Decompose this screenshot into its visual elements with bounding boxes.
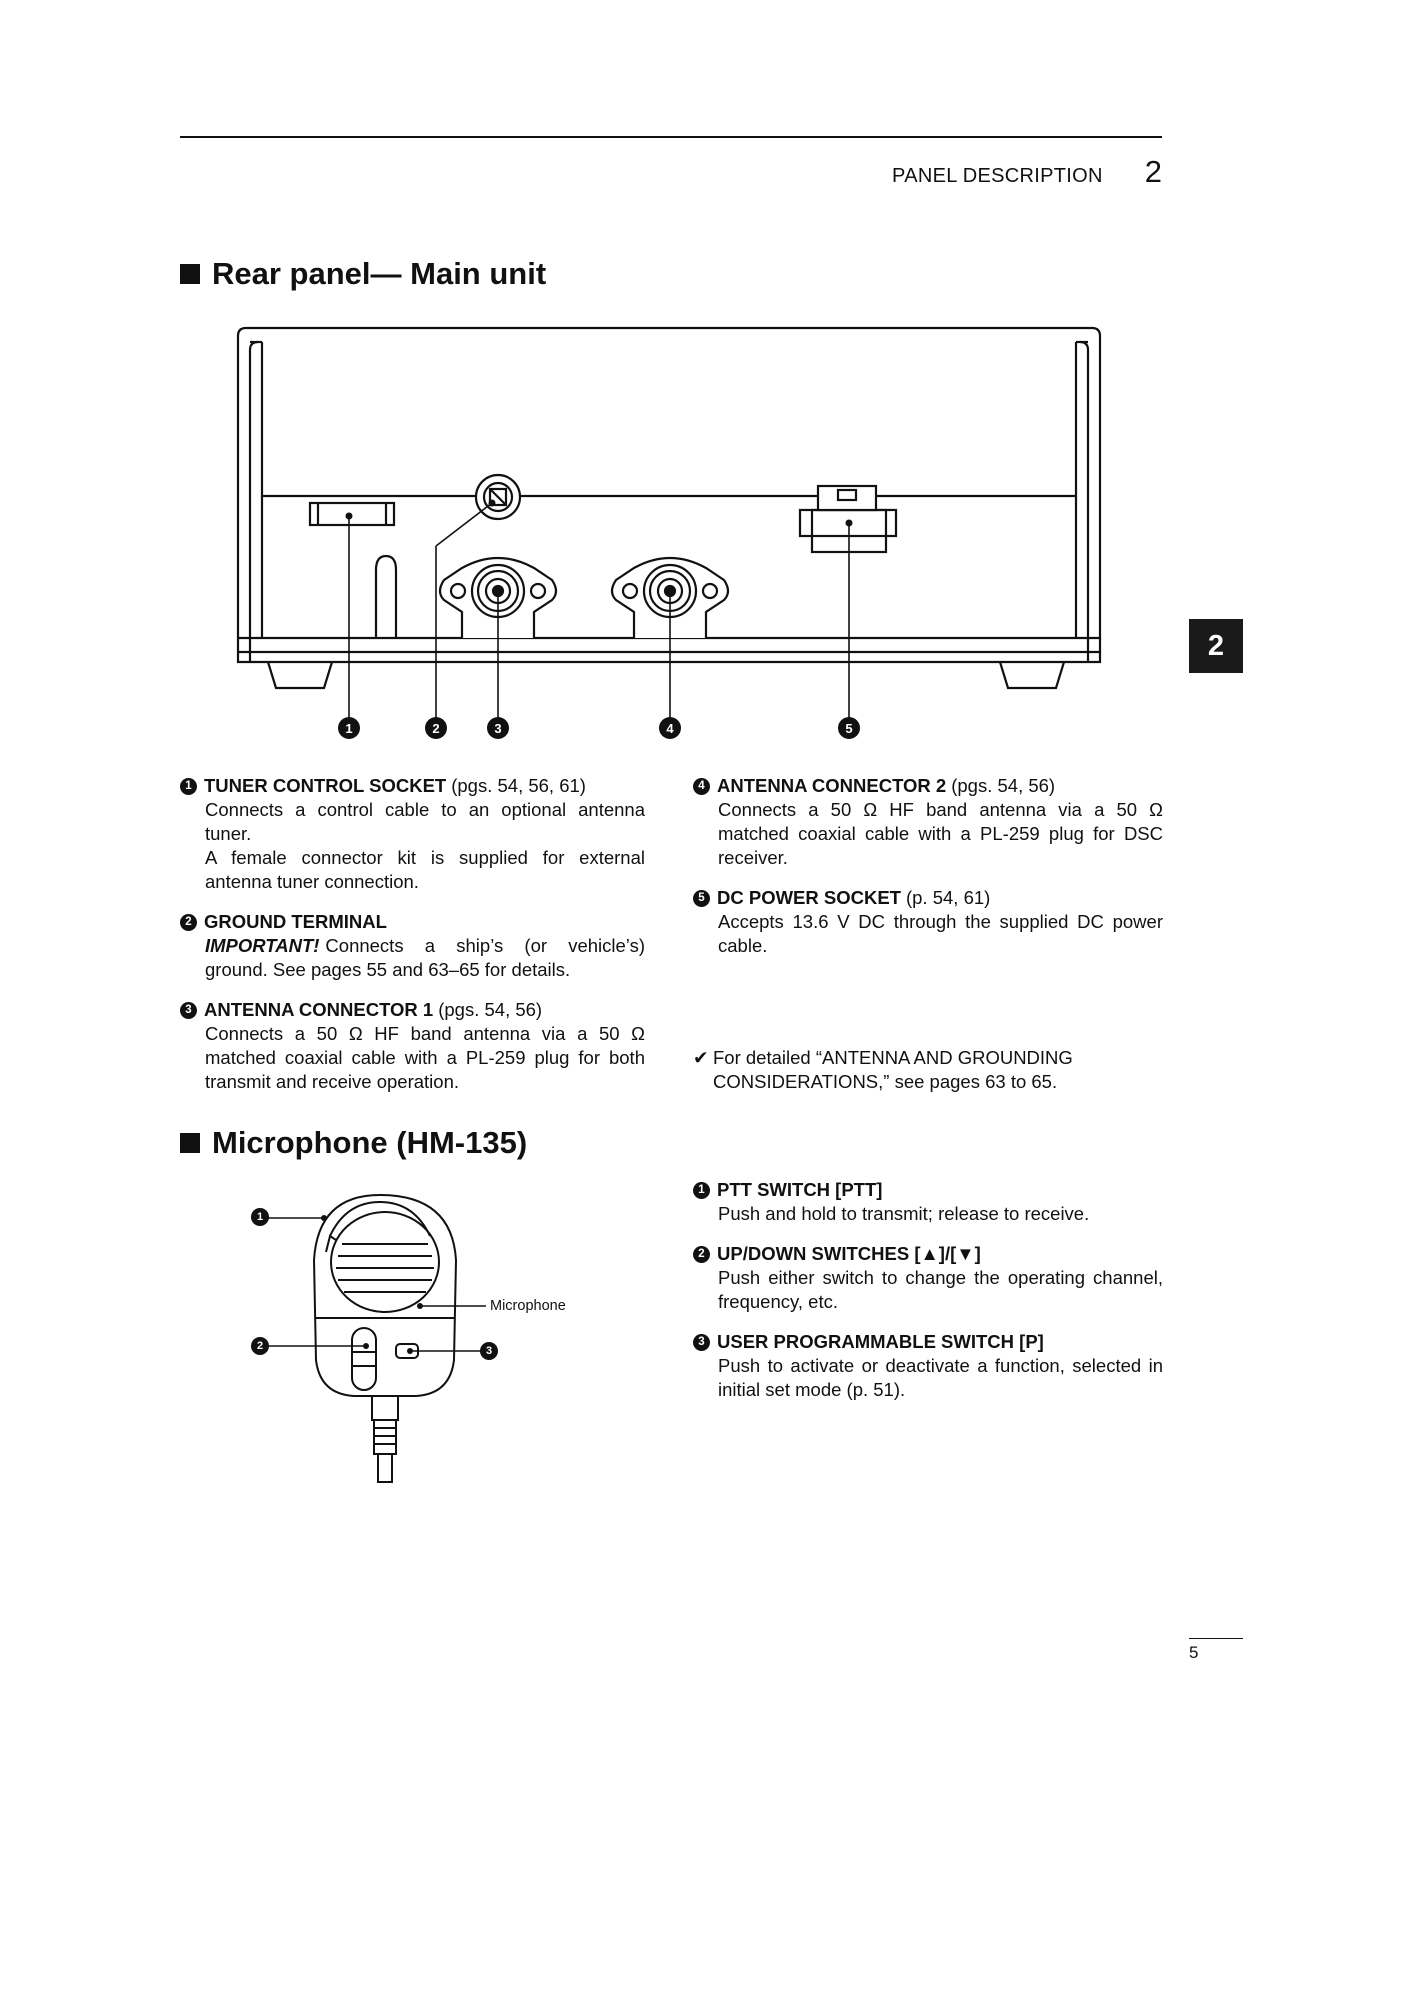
item-badge: 2 <box>180 914 197 931</box>
mic-callout-3: 3 <box>480 1342 498 1360</box>
rear-callout-2: 2 <box>425 717 447 739</box>
rear-callout-3: 3 <box>487 717 509 739</box>
item-desc-line: Connects a ship’s (or vehicle’s) ground. See pages 55 and 63–65 for details. <box>205 935 645 980</box>
rear-callout-4: 4 <box>659 717 681 739</box>
mic-item-3 <box>693 1330 1163 1402</box>
item-badge: 2 <box>693 1246 710 1263</box>
mic-callout-2: 2 <box>251 1337 269 1355</box>
item-badge: 1 <box>180 778 197 795</box>
item-title: USER PROGRAMMABLE SWITCH [P] <box>717 1331 1044 1352</box>
running-head-section: PANEL DESCRIPTION <box>892 165 1103 187</box>
mic-callout-1: 1 <box>251 1208 269 1226</box>
rear-panel-title: Rear panel— Main unit <box>212 256 547 291</box>
item-badge: 5 <box>693 890 710 907</box>
item-badge: 3 <box>180 1002 197 1019</box>
item-desc-line: Push and hold to transmit; release to receive. <box>718 1203 1090 1224</box>
item-desc-line: Accepts 13.6 V DC through the supplied DC power cable. <box>718 911 1163 956</box>
rear-callout-1: 1 <box>338 717 360 739</box>
item-title: UP/DOWN SWITCHES [▲]/[▼] <box>717 1243 981 1264</box>
item-pages: (pgs. 54, 56, 61) <box>451 775 586 796</box>
footer-rule <box>1189 1638 1243 1639</box>
microphone-label: Microphone <box>490 1298 566 1314</box>
item-desc-line: Connects a 50 Ω HF band antenna via a 50 Ω matched coaxial cable with a PL-259 plug for DSC receiver. <box>718 799 1163 868</box>
item-title: GROUND TERMINAL <box>204 911 387 932</box>
page-number: 5 <box>1189 1643 1199 1662</box>
item-desc-line: Connects a 50 Ω HF band antenna via a 50 Ω matched coaxial cable with a PL-259 plug for both transmit and receive operation. <box>205 1023 645 1092</box>
check-mark-icon: ✔ <box>693 1047 709 1068</box>
item-desc-line: Push either switch to change the operating channel, frequency, etc. <box>718 1267 1163 1312</box>
item-title: ANTENNA CONNECTOR 2 <box>717 775 947 796</box>
item-badge: 1 <box>693 1182 710 1199</box>
item-desc-line: A female connector kit is supplied for external antenna tuner connection. <box>205 847 645 892</box>
item-title: PTT SWITCH [PTT] <box>717 1179 883 1200</box>
item-title: ANTENNA CONNECTOR 1 <box>204 999 434 1020</box>
rear-callout-5: 5 <box>838 717 860 739</box>
item-title: TUNER CONTROL SOCKET <box>204 775 447 796</box>
item-badge: 3 <box>693 1334 710 1351</box>
important-label: IMPORTANT! <box>205 935 320 956</box>
mic-column <box>693 1178 1163 1418</box>
item-pages: (pgs. 54, 56) <box>951 775 1056 796</box>
item-pages: (pgs. 54, 56) <box>438 999 543 1020</box>
item-pages: (p. 54, 61) <box>905 887 991 908</box>
note-text: For detailed “ANTENNA AND GROUNDING CONSIDERATIONS,” see pages 63 to 65. <box>713 1047 1073 1092</box>
item-desc-line: Push to activate or deactivate a function, selected in initial set mode (p. 51). <box>718 1355 1163 1400</box>
item-title: DC POWER SOCKET <box>717 887 901 908</box>
item-desc-line: Connects a control cable to an optional antenna tuner. <box>205 799 645 844</box>
mic-item-2 <box>693 1242 1163 1314</box>
mic-item-1 <box>693 1178 1163 1226</box>
running-head-chapter: 2 <box>1144 154 1162 189</box>
microphone-title: Microphone (HM-135) <box>212 1125 528 1160</box>
item-badge: 4 <box>693 778 710 795</box>
chapter-tab: 2 <box>1189 619 1243 673</box>
